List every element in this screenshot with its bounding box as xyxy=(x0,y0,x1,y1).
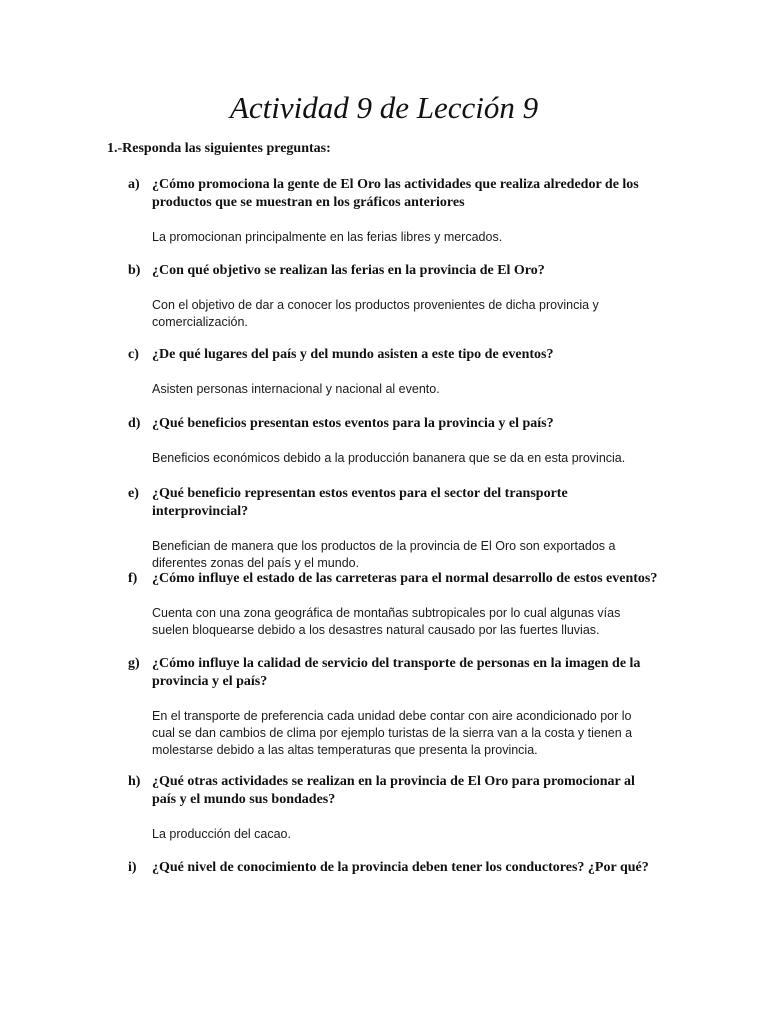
answer-text: La promocionan principalmente en las ferias libres y mercados. xyxy=(152,230,503,244)
question-text: ¿Con qué objetivo se realizan las ferias en la provincia de El Oro? xyxy=(152,263,545,278)
qa-item-b xyxy=(0,262,768,331)
answer-text: En el transporte de preferencia cada unidad debe contar con aire acondicionado por lo cual se dan cambios de clima por ejemplo turistas de la sierra van a la costa y tienen a molestarse debido a las altas temperaturas que presenta la provincia. xyxy=(152,709,633,757)
question-text: ¿Cómo promociona la gente de El Oro las actividades que realiza alrededor de los productos que se muestran en los gráficos anteriores xyxy=(152,177,639,210)
question-letter: a) xyxy=(128,177,140,192)
question-letter: h) xyxy=(128,774,141,789)
question-text: ¿Qué beneficio representan estos eventos para el sector del transporte interprovincial? xyxy=(152,486,568,519)
answer-text: Con el objetivo de dar a conocer los productos provenientes de dicha provincia y comercialización. xyxy=(152,298,599,329)
qa-item-e xyxy=(0,485,768,572)
question-e xyxy=(0,485,768,521)
question-text: ¿Qué beneficios presentan estos eventos para la provincia y el país? xyxy=(152,416,554,431)
question-b xyxy=(0,262,768,280)
question-c xyxy=(0,346,768,364)
question-text: ¿Cómo influye el estado de las carreteras para el normal desarrollo de estos eventos? xyxy=(152,571,658,586)
question-letter: c) xyxy=(128,347,139,362)
question-letter: g) xyxy=(128,656,140,671)
qa-item-d xyxy=(0,415,768,467)
question-h xyxy=(0,773,768,809)
question-letter: b) xyxy=(128,263,141,278)
question-d xyxy=(0,415,768,433)
question-a xyxy=(0,176,768,212)
qa-item-a xyxy=(0,176,768,246)
question-letter: f) xyxy=(128,571,138,586)
question-text: ¿Qué otras actividades se realizan en la provincia de El Oro para promocionar al país y el mundo sus bondades? xyxy=(152,774,635,807)
qa-item-i xyxy=(0,859,768,877)
answer-text: Asisten personas internacional y nacional al evento. xyxy=(152,382,440,396)
qa-item-g xyxy=(0,655,768,759)
question-letter: i) xyxy=(128,860,137,875)
question-i xyxy=(0,859,768,877)
question-text: ¿Cómo influye la calidad de servicio del transporte de personas en la imagen de la provincia y el país? xyxy=(152,656,641,689)
qa-item-f xyxy=(0,570,768,639)
question-g xyxy=(0,655,768,691)
question-letter: e) xyxy=(128,486,139,501)
question-f xyxy=(0,570,768,588)
document-title: Actividad 9 de Lección 9 xyxy=(229,90,539,125)
answer-text: Beneficios económicos debido a la producción bananera que se da en esta provincia. xyxy=(152,451,626,465)
qa-item-c xyxy=(0,346,768,398)
question-letter: d) xyxy=(128,416,141,431)
question-text: ¿Qué nivel de conocimiento de la provincia deben tener los conductores? ¿Por qué? xyxy=(152,860,649,875)
question-text: ¿De qué lugares del país y del mundo asisten a este tipo de eventos? xyxy=(152,347,554,362)
answer-text: Benefician de manera que los productos de la provincia de El Oro son exportados a diferentes zonas del país y el mundo. xyxy=(152,539,616,570)
qa-item-h xyxy=(0,773,768,843)
instruction-heading: 1.-Responda las siguientes preguntas: xyxy=(107,141,331,156)
answer-text: La producción del cacao. xyxy=(152,827,291,841)
answer-text: Cuenta con una zona geográfica de montañas subtropicales por lo cual algunas vías suelen bloquearse debido a los desastres natural causado por las fuertes lluvias. xyxy=(152,606,621,637)
